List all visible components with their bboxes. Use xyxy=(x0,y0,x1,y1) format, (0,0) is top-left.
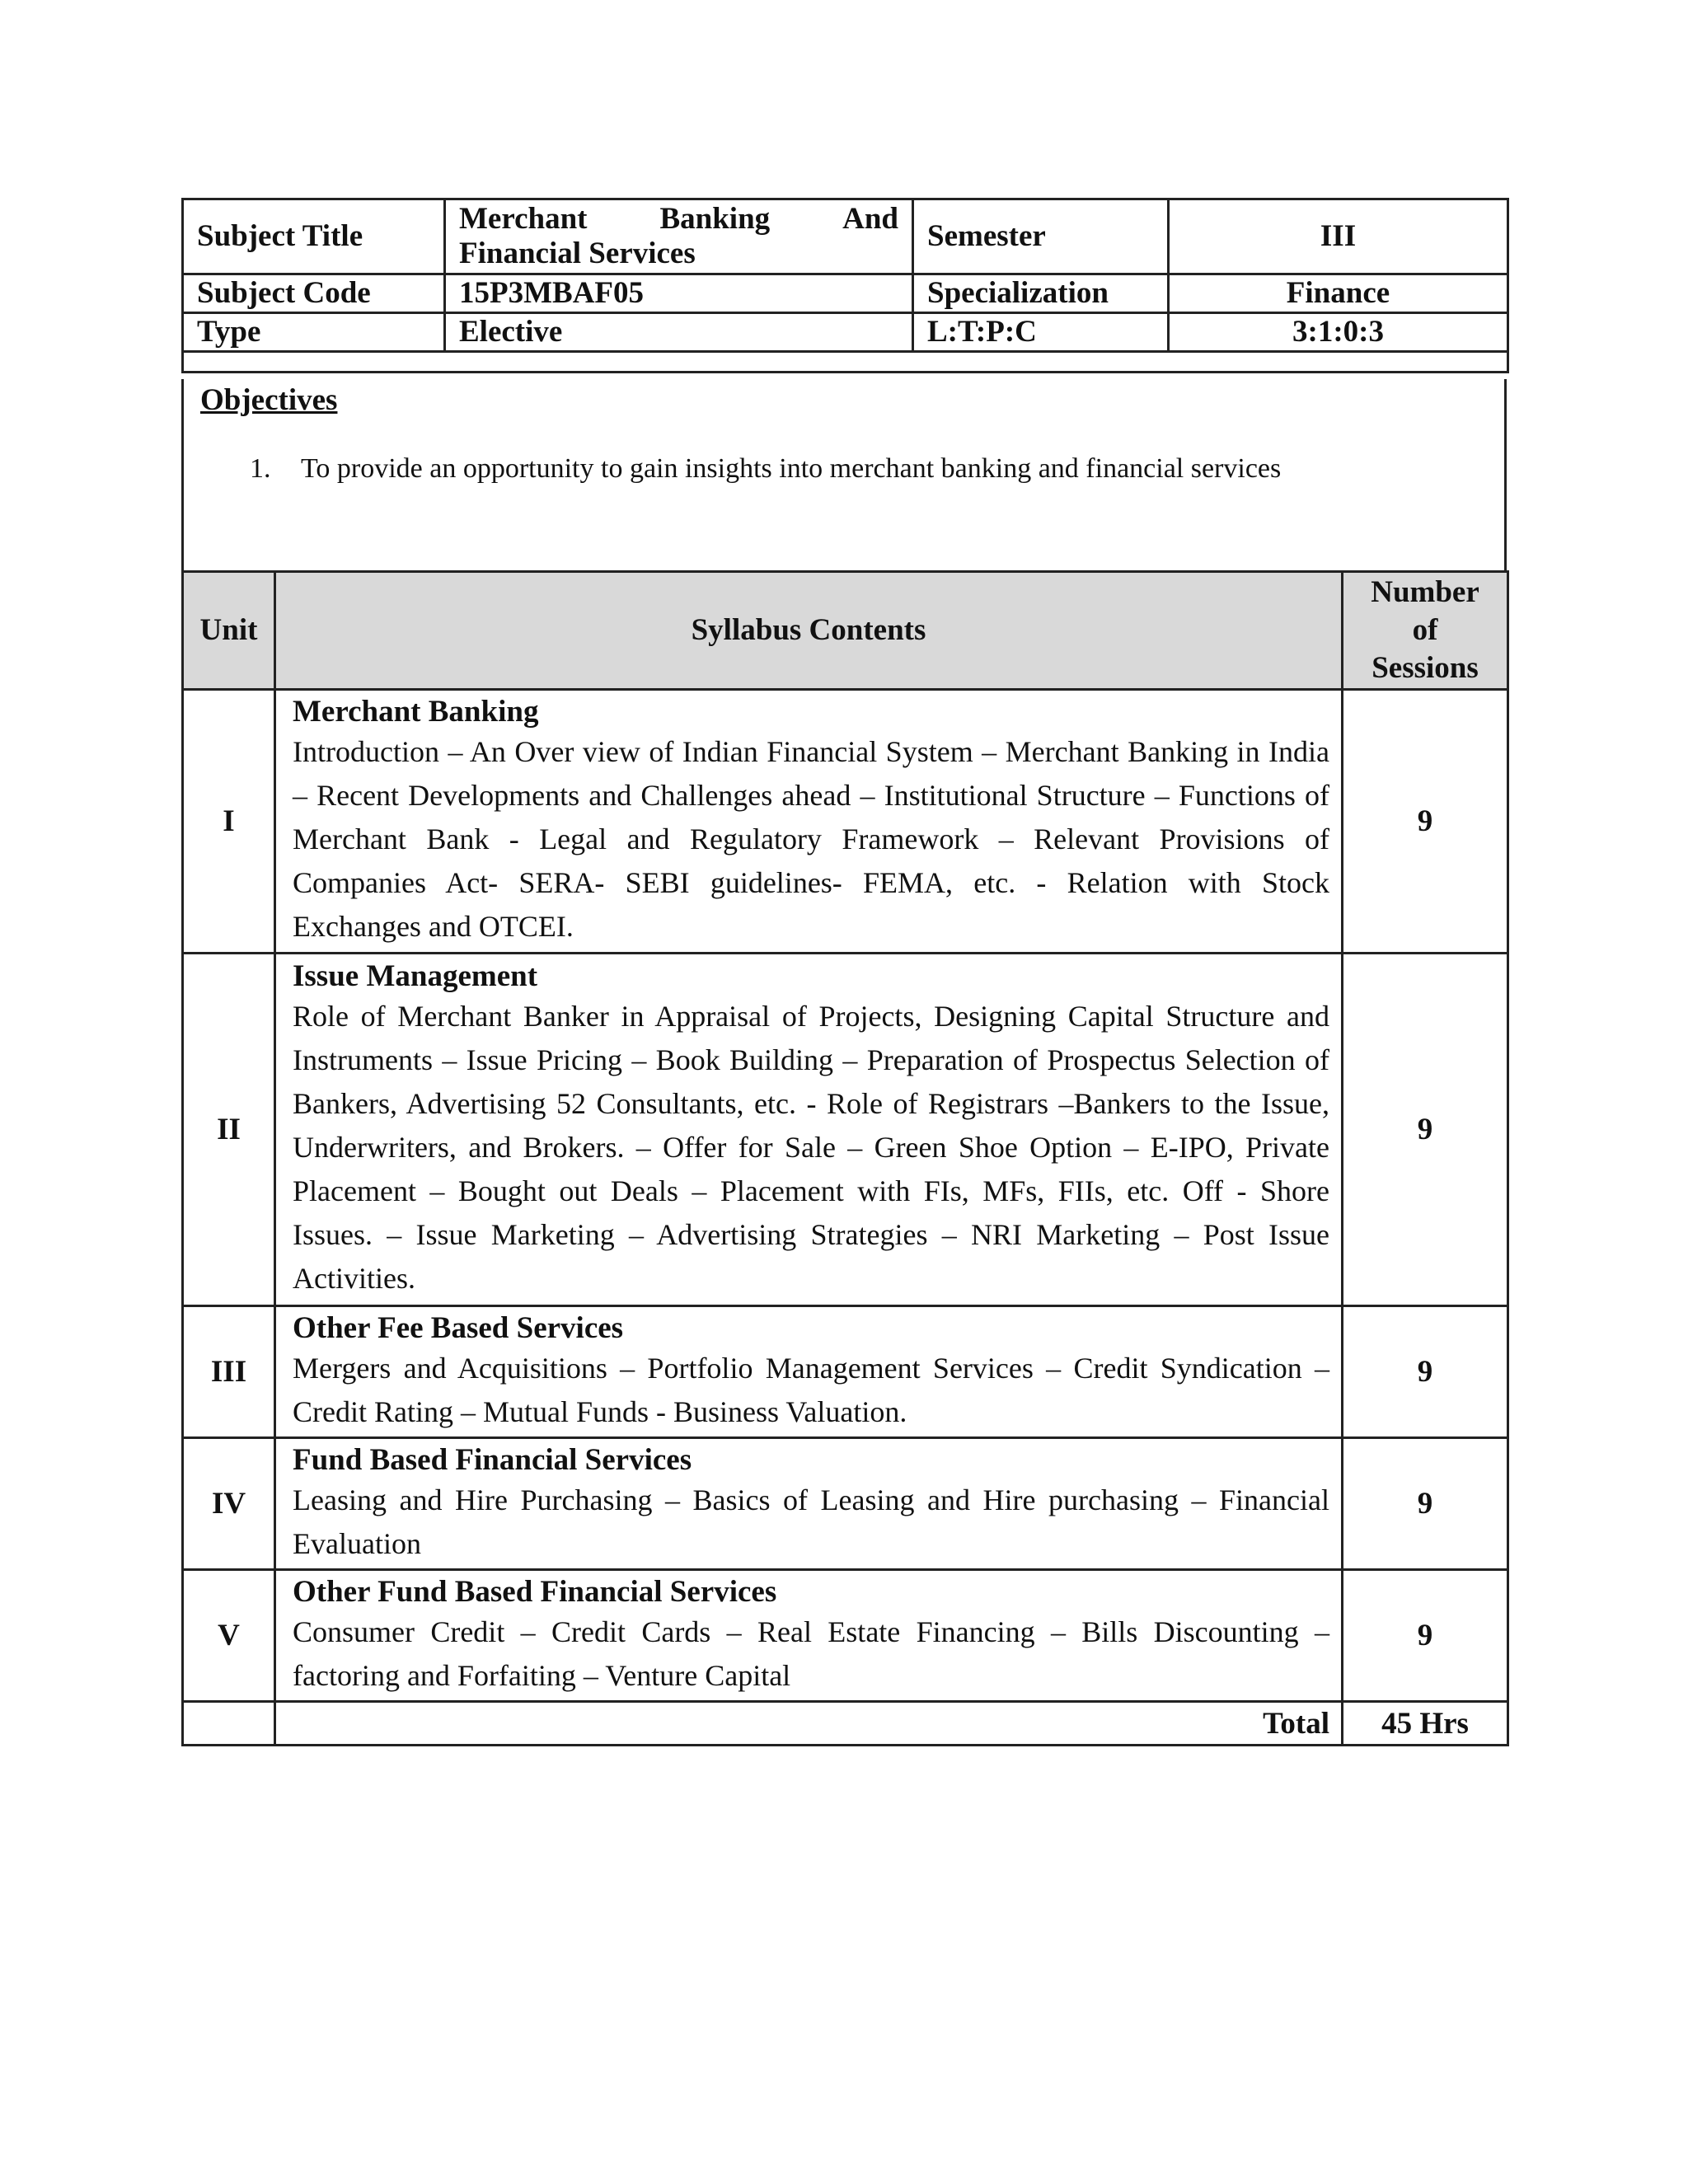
subject-code-value: 15P3MBAF05 xyxy=(445,274,913,313)
unit-sessions: 9 xyxy=(1343,1570,1508,1702)
header-spacer-row xyxy=(183,352,1508,373)
unit-contents xyxy=(275,690,1343,954)
unit-sessions: 9 xyxy=(1343,690,1508,954)
ltpc-value: 3:1:0:3 xyxy=(1169,313,1508,352)
objectives-heading: Objectives xyxy=(200,383,338,417)
specialization-label: Specialization xyxy=(913,274,1169,313)
unit-title: Merchant Banking xyxy=(293,695,539,729)
unit-body: Introduction – An Over view of Indian Financial System – Merchant Banking in India – Recent Developments and Challenges ahead – Institutional Structure – Functions of Merchant Bank - Legal and Regulatory Framework – Relevant Provisions of Companies Act- SERA- SEBI guidelines- FEMA, etc. - Relation with Stock Exchanges and OTCEI. xyxy=(293,735,1329,943)
unit-body: Leasing and Hire Purchasing – Basics of Leasing and Hire purchasing – Financial Evaluation xyxy=(293,1483,1329,1560)
unit-contents xyxy=(275,1306,1343,1438)
subject-title-word: Merchant xyxy=(459,202,588,236)
unit-number: II xyxy=(183,954,275,1306)
unit-sessions: 9 xyxy=(1343,954,1508,1306)
specialization-value: Finance xyxy=(1169,274,1508,313)
semester-label: Semester xyxy=(913,199,1169,274)
unit-title: Other Fee Based Services xyxy=(293,1310,624,1345)
table-row xyxy=(183,1438,1508,1570)
unit-body: Mergers and Acquisitions – Portfolio Management Services – Credit Syndication – Credit Rating – Mutual Funds - Business Valuation. xyxy=(293,1351,1329,1428)
table-row xyxy=(183,1570,1508,1702)
unit-sessions: 9 xyxy=(1343,1438,1508,1570)
unit-contents xyxy=(275,1570,1343,1702)
unit-contents xyxy=(275,954,1343,1306)
table-row xyxy=(183,1306,1508,1438)
unit-number: V xyxy=(183,1570,275,1702)
sessions-column-header: Number of Sessions xyxy=(1343,572,1508,690)
subject-title-word: And xyxy=(842,202,898,236)
syllabus-header-row xyxy=(183,572,1508,690)
subject-info-table xyxy=(181,198,1509,373)
unit-number: IV xyxy=(183,1438,275,1570)
contents-column-header: Syllabus Contents xyxy=(275,572,1343,690)
type-label: Type xyxy=(183,313,445,352)
total-value: 45 Hrs xyxy=(1343,1702,1508,1746)
type-value: Elective xyxy=(445,313,913,352)
total-label: Total xyxy=(275,1702,1343,1746)
table-row xyxy=(183,690,1508,954)
table-row xyxy=(183,954,1508,1306)
subject-title-value xyxy=(445,199,913,274)
unit-column-header: Unit xyxy=(183,572,275,690)
unit-body: Consumer Credit – Credit Cards – Real Estate Financing – Bills Discounting – factoring and Forfaiting – Venture Capital xyxy=(293,1615,1329,1692)
objective-number: 1. xyxy=(250,453,271,484)
total-empty-cell xyxy=(183,1702,275,1746)
unit-number: III xyxy=(183,1306,275,1438)
semester-value: III xyxy=(1169,199,1508,274)
subject-code-label: Subject Code xyxy=(183,274,445,313)
unit-number: I xyxy=(183,690,275,954)
subject-title-label: Subject Title xyxy=(183,199,445,274)
unit-title: Fund Based Financial Services xyxy=(293,1442,692,1477)
objectives-section xyxy=(181,379,1507,573)
ltpc-label: L:T:P:C xyxy=(913,313,1169,352)
syllabus-table xyxy=(181,570,1509,1746)
unit-title: Other Fund Based Financial Services xyxy=(293,1574,777,1609)
subject-title-word: Banking xyxy=(659,202,771,236)
unit-body: Role of Merchant Banker in Appraisal of Projects, Designing Capital Structure and Instruments – Issue Pricing – Book Building – Preparation of Prospectus Selection of Bankers, Advertising 52 Consultants, etc. - Role of Registrars –Bankers to the Issue, Underwriters, and Brokers. – Offer for Sale – Green Shoe Option – E-IPO, Private Placement – Bought out Deals – Placement with FIs, MFs, FIIs, etc. Off - Shore Issues. – Issue Marketing – Advertising Strategies – NRI Marketing – Post Issue Activities. xyxy=(293,1000,1329,1295)
objective-item xyxy=(250,450,1281,488)
unit-title: Issue Management xyxy=(293,959,538,993)
subject-title-line2: Financial Services xyxy=(459,237,696,270)
unit-sessions: 9 xyxy=(1343,1306,1508,1438)
objective-text: To provide an opportunity to gain insights into merchant banking and financial services xyxy=(301,453,1282,484)
total-row xyxy=(183,1702,1508,1746)
unit-contents xyxy=(275,1438,1343,1570)
